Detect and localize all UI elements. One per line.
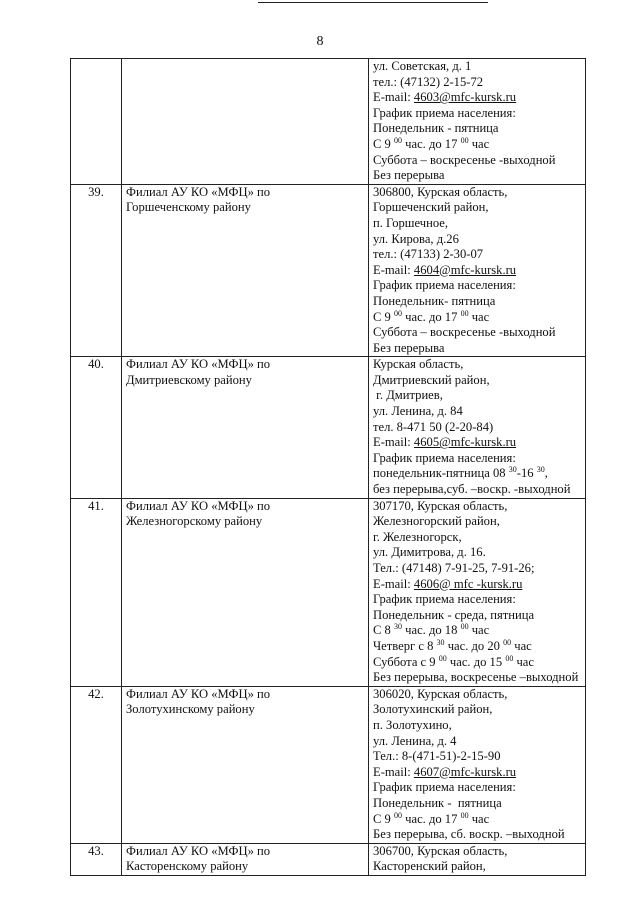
branch-contacts <box>369 184 586 357</box>
schedule-hours: понедельник-пятница 08 $^{30}$-16 $^{30}$, <box>373 465 548 481</box>
address-line: г. Железногорск, <box>373 529 462 544</box>
address-line: Касторенский район, <box>373 859 486 874</box>
address-line: 306800, Курская область, <box>373 184 508 199</box>
table-row <box>71 184 586 357</box>
branch-name: Филиал АУ КО «МФЦ» по Горшеченскому району <box>122 184 369 357</box>
break-line: Без перерыва <box>373 168 445 183</box>
phone-line: Тел.: (47148) 7-91-25, 7-91-26; <box>373 561 535 575</box>
email-line: E-mail: 4605@mfc-kursk.ru <box>373 435 517 450</box>
table-row <box>71 498 586 686</box>
address-line: 306700, Курская область, <box>373 843 508 858</box>
branch-name: Филиал АУ КО «МФЦ» по Дмитриевскому району <box>122 357 369 498</box>
schedule-title: График приема населения: <box>373 450 516 465</box>
schedule-days: Понедельник - пятница <box>373 795 502 810</box>
address-line: Дмитриевский район, <box>373 372 490 387</box>
email-line: E-mail: 4606@ mfc -kursk.ru <box>373 576 523 591</box>
table-row <box>71 357 586 498</box>
schedule-hours: С 9 $^{00}$ час. до 17 $^{00}$ час <box>373 810 490 826</box>
row-number: 39. <box>71 184 122 357</box>
table-row <box>71 59 586 185</box>
row-number <box>71 59 122 185</box>
weekend-line: Суббота – воскресенье -выходной <box>373 152 556 167</box>
address-line: п. Золотухино, <box>373 717 452 732</box>
schedule-title: График приема населения: <box>373 780 516 795</box>
phone-line: Тел.: 8-(471-51)-2-15-90 <box>373 749 501 764</box>
page-number: 8 <box>316 34 324 49</box>
row-number: 43. <box>71 843 122 875</box>
email-link[interactable]: 4606@ mfc -kursk.ru <box>413 576 523 591</box>
thursday-hours: Четверг с 8 $^{30}$ час. до 20 $^{00}$ час <box>373 637 532 653</box>
schedule-days: Понедельник - пятница <box>373 121 499 136</box>
row-number: 40. <box>71 357 122 498</box>
schedule-title: График приема населения: <box>373 105 516 120</box>
email-line: E-mail: 4604@mfc-kursk.ru <box>373 262 517 277</box>
weekend-line: Суббота – воскресенье -выходной <box>373 325 556 340</box>
branch-contacts <box>369 843 586 875</box>
email-link[interactable]: 4607@mfc-kursk.ru <box>413 764 517 779</box>
branch-contacts <box>369 498 586 686</box>
branch-contacts <box>369 357 586 498</box>
schedule-hours: С 8 $^{30}$ час. до 18 $^{00}$ час <box>373 622 490 638</box>
branch-name: Филиал АУ КО «МФЦ» по Касторенскому району <box>122 843 369 875</box>
address-line: п. Горшечное, <box>373 215 449 230</box>
schedule-title: График приема населения: <box>373 278 516 293</box>
table-row <box>71 843 586 875</box>
row-number: 41. <box>71 498 122 686</box>
branch-name: Филиал АУ КО «МФЦ» по Золотухинскому району <box>122 686 369 843</box>
schedule-hours: С 9 $^{00}$ час. до 17 $^{00}$ час <box>373 135 490 151</box>
phone-line: тел.: (47133) 2-30-07 <box>373 247 484 262</box>
break-line: Без перерыва, воскресенье –выходной <box>373 670 579 685</box>
break-line: Без перерыва <box>373 340 445 355</box>
address-line: ул. Кирова, д.26 <box>373 231 459 246</box>
email-line: E-mail: 4603@mfc-kursk.ru <box>373 90 517 105</box>
branch-name: Филиал АУ КО «МФЦ» по Железногорскому району <box>122 498 369 686</box>
address-line: 306020, Курская область, <box>373 686 508 701</box>
address-line: ул. Димитрова, д. 16. <box>373 545 486 560</box>
address-line: г. Дмитриев, <box>373 388 443 403</box>
address-line: Золотухинский район, <box>373 702 493 717</box>
schedule-days: Понедельник- пятница <box>373 293 496 308</box>
break-line: Без перерыва, сб. воскр. –выходной <box>373 827 565 842</box>
address-line: Горшеченский район, <box>373 200 489 215</box>
email-link[interactable]: 4604@mfc-kursk.ru <box>413 262 517 277</box>
address-line: ул. Ленина, д. 4 <box>373 733 457 748</box>
branch-contacts <box>369 59 586 185</box>
row-number: 42. <box>71 686 122 843</box>
branch-name <box>122 59 369 185</box>
address-line: ул. Ленина, д. 84 <box>373 404 463 419</box>
saturday-hours: Суббота с 9 $^{00}$ час. до 15 $^{00}$ час <box>373 653 534 669</box>
break-line: без перерыва,суб. –воскр. -выходной <box>373 482 571 497</box>
phone-line: тел. 8-471 50 (2-20-84) <box>373 419 494 434</box>
schedule-days: Понедельник - среда, пятница <box>373 607 535 622</box>
email-link[interactable]: 4605@mfc-kursk.ru <box>413 435 517 450</box>
address-line: ул. Советская, д. 1 <box>373 59 472 73</box>
email-link[interactable]: 4603@mfc-kursk.ru <box>413 90 517 105</box>
schedule-title: График приема населения: <box>373 592 516 607</box>
address-line: Железногорский район, <box>373 514 500 529</box>
mfc-branches-table <box>70 58 586 876</box>
address-line: Курская область, <box>373 357 464 372</box>
phone-line: тел.: (47132) 2-15-72 <box>373 74 484 89</box>
address-line: 307170, Курская область, <box>373 498 508 513</box>
schedule-hours: С 9 $^{00}$ час. до 17 $^{00}$ час <box>373 308 490 324</box>
branch-contacts <box>369 686 586 843</box>
table-row <box>71 686 586 843</box>
top-rule <box>258 2 488 3</box>
email-line: E-mail: 4607@mfc-kursk.ru <box>373 764 517 779</box>
